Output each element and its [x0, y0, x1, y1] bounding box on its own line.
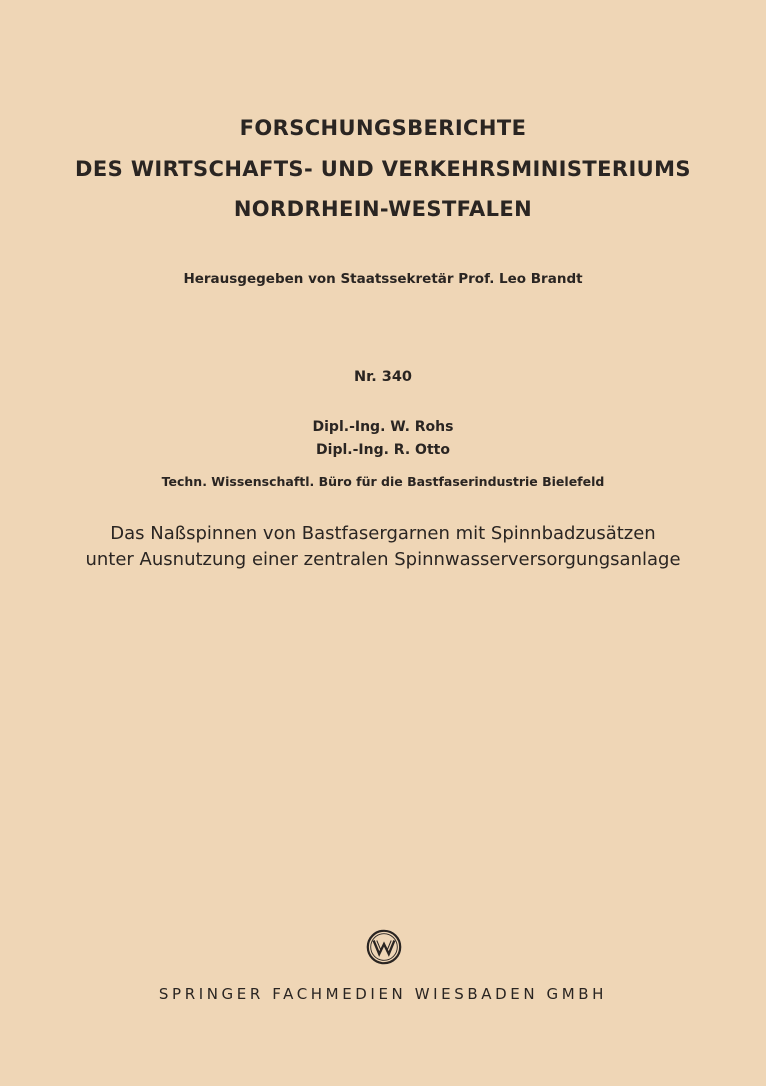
- series-title-line-1: FORSCHUNGSBERICHTE: [239, 116, 527, 140]
- series-title-line-2: DES WIRTSCHAFTS- UND VERKEHRSMINISTERIUMS: [75, 157, 691, 181]
- circled-w-logo-icon: [366, 929, 402, 965]
- book-title-line-2: unter Ausnutzung einer zentralen Spinnwasserversorgungsanlage: [85, 549, 681, 570]
- author-1: Dipl.-Ing. W. Rohs: [312, 419, 454, 435]
- institution: Techn. Wissenschaftl. Büro für die Bastfaserindustrie Bielefeld: [161, 474, 605, 489]
- series-title-line-3: NORDRHEIN-WESTFALEN: [233, 197, 533, 221]
- author-2: Dipl.-Ing. R. Otto: [316, 442, 450, 458]
- editor-note: Herausgegeben von Staatssekretär Prof. Leo Brandt: [183, 271, 583, 287]
- volume-number: Nr. 340: [353, 369, 413, 385]
- publisher-name: SPRINGER FACHMEDIEN WIESBADEN GMBH: [158, 985, 608, 1003]
- book-title-line-1: Das Naßspinnen von Bastfasergarnen mit Spinnbadzusätzen: [110, 523, 656, 544]
